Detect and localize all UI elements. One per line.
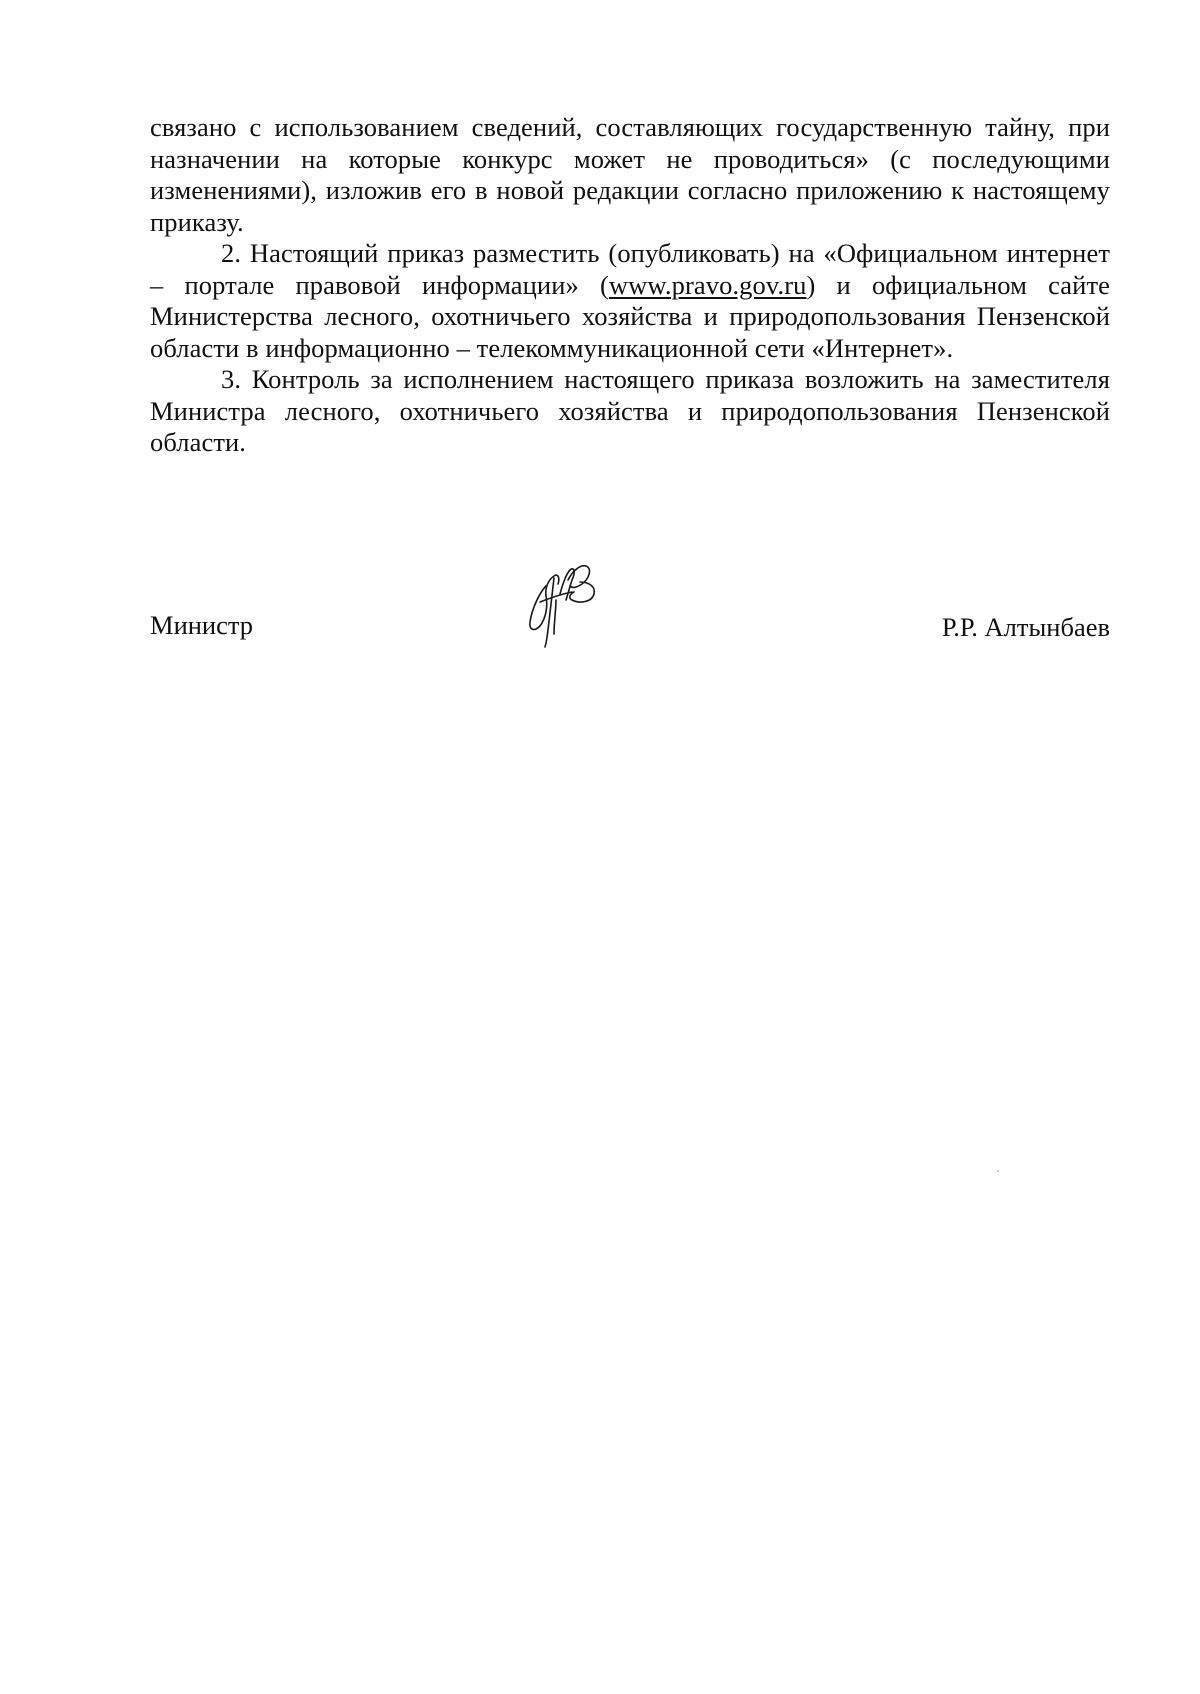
signature-block xyxy=(150,548,1110,658)
paragraph-text: связано с использованием сведений, составляющих государственную тайну, при назначении на которые конкурс может не проводиться» (с последующими изменениями), изложив его в новой редакции согласно приложению к настоящему приказу. xyxy=(150,112,1110,237)
handwritten-signature xyxy=(510,548,610,648)
paragraph-publication xyxy=(150,238,1110,364)
paragraph-control xyxy=(150,364,1110,459)
signatory-position: Министр xyxy=(150,610,254,640)
signatory-name: Р.Р. Алтынбаев xyxy=(941,612,1110,642)
paragraph-text: ) и официальном сайте Министерства лесного, охотничьего хозяйства и природопользования Пензенской области в информационно – телекоммуникационной сети «Интернет». xyxy=(150,269,1110,363)
paragraph-text: 3. Контроль за исполнением настоящего приказа возложить на заместителя Министра лесного, охотничьего хозяйства и природопользования Пензенской области. xyxy=(150,364,1110,457)
document-body xyxy=(150,112,1110,459)
paragraph-text: 2. Настоящий приказ разместить (опубликовать) на «Официальном интернет – портале правовой информации» ( xyxy=(150,238,1110,300)
scan-speck xyxy=(997,1170,999,1172)
pravo-gov-link[interactable]: www.pravo.gov.ru xyxy=(608,269,807,300)
paragraph-continuation xyxy=(150,112,1110,238)
